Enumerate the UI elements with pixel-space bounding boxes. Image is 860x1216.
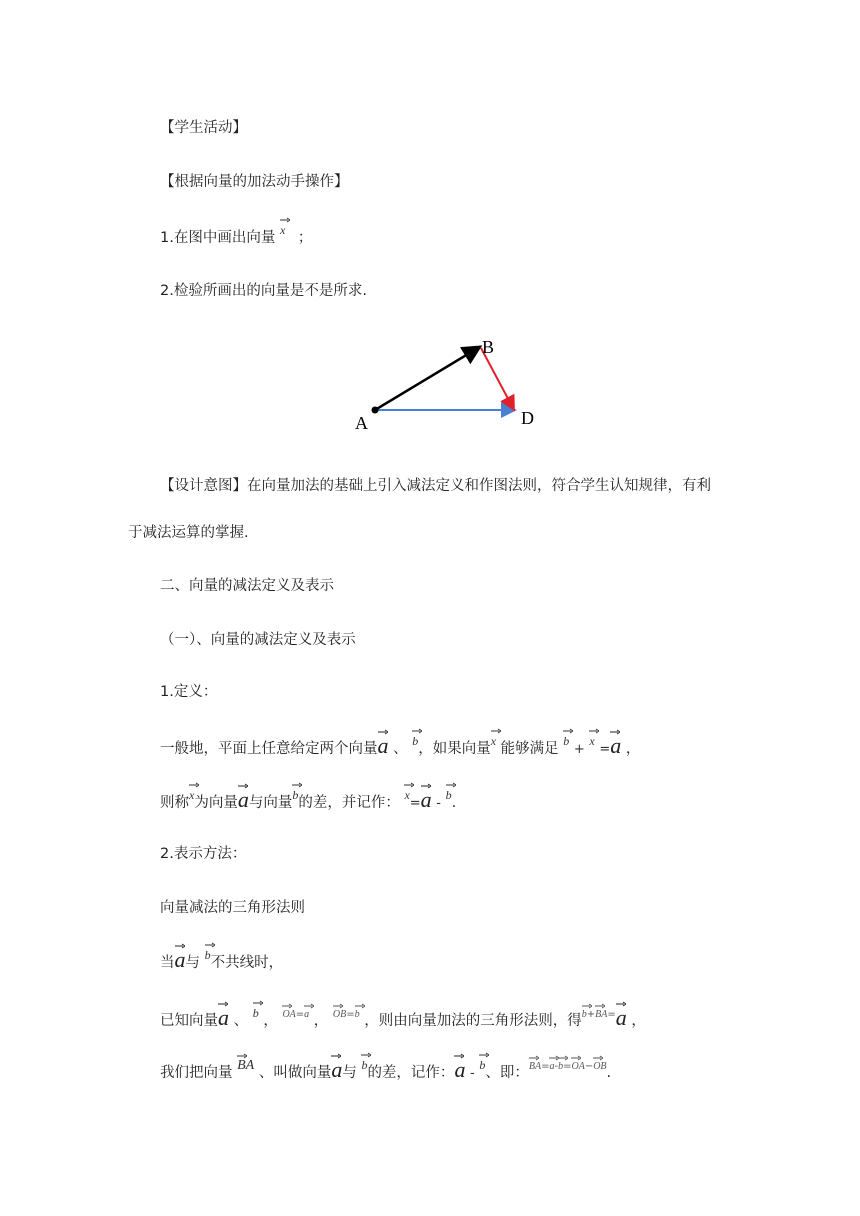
we-text-1: 我们把向量 [160,1065,233,1081]
vector-bd-line [481,348,513,408]
minus-sign: − [584,1061,594,1072]
known-comma-1: ， [263,1013,278,1029]
vector-a: a [218,1008,229,1028]
vector-oa: OA [571,1062,584,1072]
equals-sign: = [599,742,611,757]
when-text-3: 不共线时， [210,955,284,971]
vector-b: b [446,789,452,801]
vector-b: b [479,1059,485,1071]
design-intent-line-1: 【设计意图】在向量加法的基础上引入减法定义和作图法则，符合学生认知规律，有利 [160,478,711,494]
minus-sign: - [436,796,441,811]
step-1-end: ； [297,230,313,246]
b-plus-ba [582,1005,616,1021]
vector-b: b [361,1059,367,1071]
hands-on-heading: 【根据向量的加法动手操作】 [160,174,349,190]
vector-b: b [253,1007,259,1019]
vector-triangle-figure [345,330,545,440]
def1-text-3: 能够满足 [500,741,559,757]
vector-ba: BA [595,1010,607,1020]
vector-x: x [491,735,496,747]
difference-identity [529,1057,607,1073]
vector-x: x [404,789,409,801]
vector-b: b [558,1062,563,1072]
minus-sign: - [554,1061,559,1072]
when-line [160,947,284,975]
student-activity-heading: 【学生活动】 [160,120,247,136]
known-sep: 、 [233,1013,249,1029]
we-text-2: 、叫做向量 [258,1065,332,1081]
when-text-2: 与 [185,955,200,971]
definition-title: 1.定义： [160,684,218,700]
vector-b: b [563,735,569,747]
point-a-dot [372,407,379,414]
definition-line-1 [160,733,641,762]
vector-a: a [331,1060,342,1080]
we-text-5: 、即： [485,1065,529,1081]
we-text-3: 与 [342,1065,357,1081]
vector-a: a [175,950,186,970]
equals-sign: = [607,1009,616,1020]
equals-sign: = [295,1009,305,1020]
equals-sign: = [541,1061,550,1072]
ob-equals-b [333,1005,364,1021]
subsection-1-heading: （一）、向量的减法定义及表示 [160,632,356,648]
minus-sign: - [470,1066,475,1081]
vector-b: b [355,1010,360,1020]
vector-a: a [610,736,621,756]
step-2: 2.检验所画出的向量是不是所求. [160,283,367,299]
vector-b: b [412,735,418,747]
vector-x: x [589,735,594,747]
def1-end: ， [625,741,641,757]
def1-text-2: ，如果向量 [418,741,491,757]
def2-text-3: 与向量 [248,795,293,811]
vector-a: a [549,1062,554,1072]
equals-sign: = [346,1009,355,1020]
step-1-text: 1.在图中画出向量 [160,230,276,246]
section-2-heading: 二、向量的减法定义及表示 [160,578,334,594]
plus-sign: + [586,1009,596,1020]
def2-text-4: 的差，并记作： [298,795,400,811]
vector-ba: BA [529,1062,541,1072]
vector-b: b [292,789,298,801]
equals-sign: = [409,796,421,811]
when-text-1: 当 [160,955,175,971]
oa-equals-a [282,1005,313,1021]
known-line [160,1005,646,1035]
label-a: A [355,413,368,433]
def2-text-2: 为向量 [194,795,238,811]
design-intent-line-2: 于减法运算的掌握. [128,525,249,541]
known-text-1: 已知向量 [160,1013,218,1029]
vector-oa: OA [282,1010,295,1020]
we-line [160,1057,612,1087]
vector-a: a [304,1010,309,1020]
definition-line-2 [160,787,457,816]
vector-a: a [616,1008,627,1028]
vector-x: x [280,224,285,236]
vector-b: b [582,1010,587,1020]
we-end: . [606,1065,612,1081]
step-1 [160,223,313,250]
vector-a: a [378,736,389,756]
vector-a: a [238,790,249,810]
def1-sep: 、 [393,741,408,757]
vector-x: x [189,789,194,801]
representation-title: 2.表示方法： [160,846,247,862]
vector-ba: BA [237,1060,254,1072]
vector-a: a [421,790,432,810]
known-comma-2: ， [313,1013,329,1029]
vector-ab-line [375,348,478,410]
label-d: D [521,408,534,428]
plus-sign: + [573,742,585,757]
vector-b: b [205,949,211,961]
known-text-2: ，则由向量加法的三角形法则，得 [364,1013,582,1029]
def1-text-1: 一般地，平面上任意给定两个向量 [160,741,378,757]
vector-a: a [454,1060,465,1080]
known-end: ， [631,1013,646,1029]
label-b: B [482,337,495,357]
equals-sign: = [563,1061,572,1072]
def2-end: . [451,795,457,811]
vector-ob: OB [333,1010,346,1020]
vector-ob: OB [593,1062,606,1072]
triangle-rule-title: 向量减法的三角形法则 [160,900,305,916]
def2-text-1: 则称 [160,795,189,811]
we-text-4: 的差，记作： [367,1065,455,1081]
